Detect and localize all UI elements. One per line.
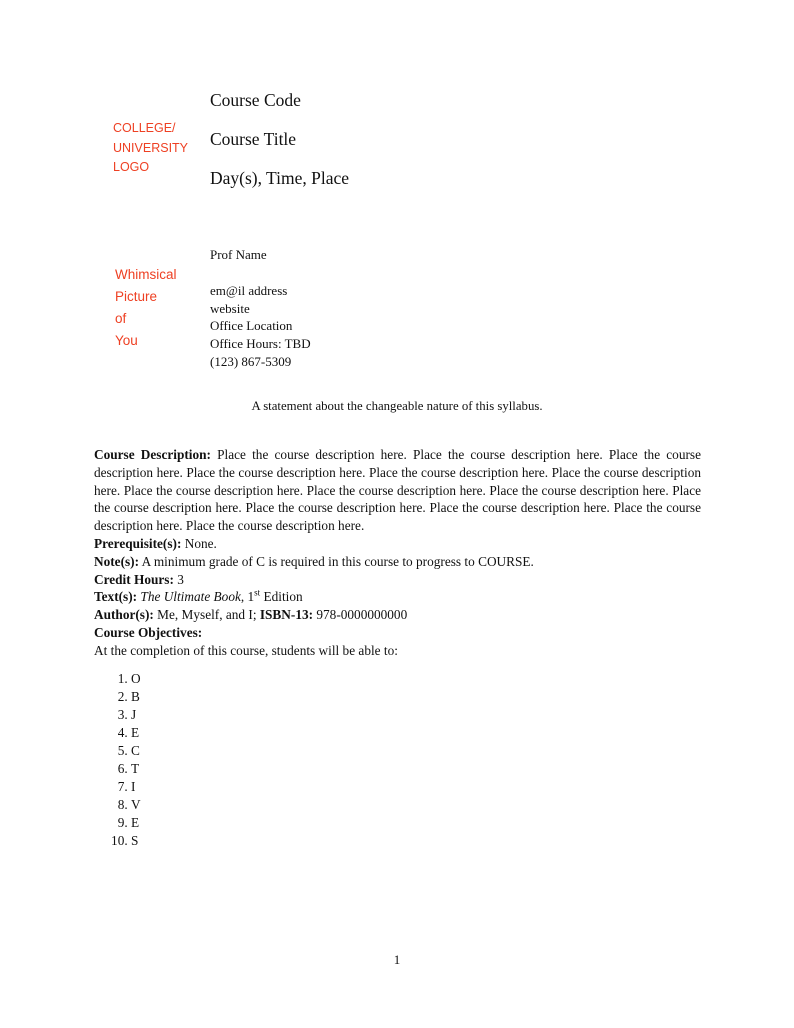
- syllabus-change-statement: A statement about the changeable nature of this syllabus.: [251, 399, 543, 413]
- course-description-label: Course Description:: [94, 447, 211, 462]
- book-title: The Ultimate Book: [140, 589, 241, 605]
- isbn-value: 978-0000000000: [316, 607, 408, 623]
- university-logo-placeholder: [113, 119, 188, 178]
- objectives-list: [94, 670, 701, 850]
- credit-hours-label: Credit Hours:: [94, 571, 174, 587]
- credit-hours-value: 3: [177, 571, 184, 587]
- objective-item-5: 5. C: [131, 742, 701, 760]
- instructor-website: website: [210, 300, 250, 316]
- objective-item-2: 2. B: [131, 688, 701, 706]
- photo-line-3: of: [115, 311, 127, 326]
- prerequisites-value: None.: [184, 535, 217, 551]
- authors-line: [94, 606, 701, 624]
- photo-line-4: You: [115, 333, 138, 348]
- course-objectives-heading: Course Objectives:: [94, 624, 203, 640]
- course-objectives-intro: At the completion of this course, students will be able to:: [94, 642, 398, 658]
- course-code: Course Code: [210, 90, 301, 110]
- authors-names: Me, Myself, and I;: [157, 607, 257, 623]
- notes-line: [94, 553, 701, 571]
- edition-word: Edition: [260, 589, 303, 605]
- instructor-photo-placeholder: [115, 264, 177, 352]
- instructor-office-hours: Office Hours: TBD: [210, 336, 311, 352]
- notes-label: Note(s):: [94, 553, 140, 569]
- logo-line-3: LOGO: [113, 160, 150, 174]
- photo-line-2: Picture: [115, 289, 158, 304]
- page-number: 1: [393, 952, 401, 967]
- instructor-office-location: Office Location: [210, 318, 293, 334]
- course-day-time-place: Day(s), Time, Place: [210, 168, 350, 188]
- texts-label: Text(s):: [94, 589, 138, 605]
- course-description-paragraph: [94, 446, 701, 535]
- logo-line-1: COLLEGE/: [113, 121, 176, 135]
- objective-item-7: 7. I: [131, 778, 701, 796]
- instructor-email: em@il address: [210, 283, 288, 298]
- course-title: Course Title: [210, 129, 297, 149]
- objective-item-1: 1. O: [131, 670, 701, 688]
- objective-item-3: 3. J: [131, 706, 701, 724]
- credit-hours-line: [94, 571, 701, 589]
- edition-ordinal-suffix: st: [254, 587, 261, 598]
- photo-line-1: Whimsical: [115, 267, 177, 282]
- texts-line: [94, 588, 701, 606]
- prerequisites-label: Prerequisite(s):: [94, 535, 182, 551]
- syllabus-body: [94, 446, 701, 850]
- professor-name: Prof Name: [210, 247, 267, 262]
- isbn-label: ISBN-13:: [259, 607, 314, 623]
- objective-item-6: 6. T: [131, 760, 701, 778]
- authors-label: Author(s):: [94, 607, 154, 623]
- texts-after-title: , 1: [240, 589, 255, 605]
- objective-item-9: 9. E: [131, 814, 701, 832]
- objective-item-8: 8. V: [131, 796, 701, 814]
- notes-value: A minimum grade of C is required in this course to progress to COURSE.: [141, 553, 534, 569]
- prerequisites-line: [94, 535, 701, 553]
- objective-item-4: 4. E: [131, 724, 701, 742]
- instructor-contact-block: [210, 282, 311, 371]
- logo-line-2: UNIVERSITY: [113, 140, 189, 155]
- instructor-phone: (123) 867-5309: [210, 353, 292, 369]
- objective-item-10: 10. S: [131, 832, 701, 850]
- course-description-text: Place the course description here. Place the course description here. Place the course description here. Place the course description here. Place the course description here. Place the course description here. Place the course description here. Place the course description here. Place the course description here. Place the course description here. Place the course description here. Place the course description here. Place the course description here. Place the course description here.: [94, 447, 701, 534]
